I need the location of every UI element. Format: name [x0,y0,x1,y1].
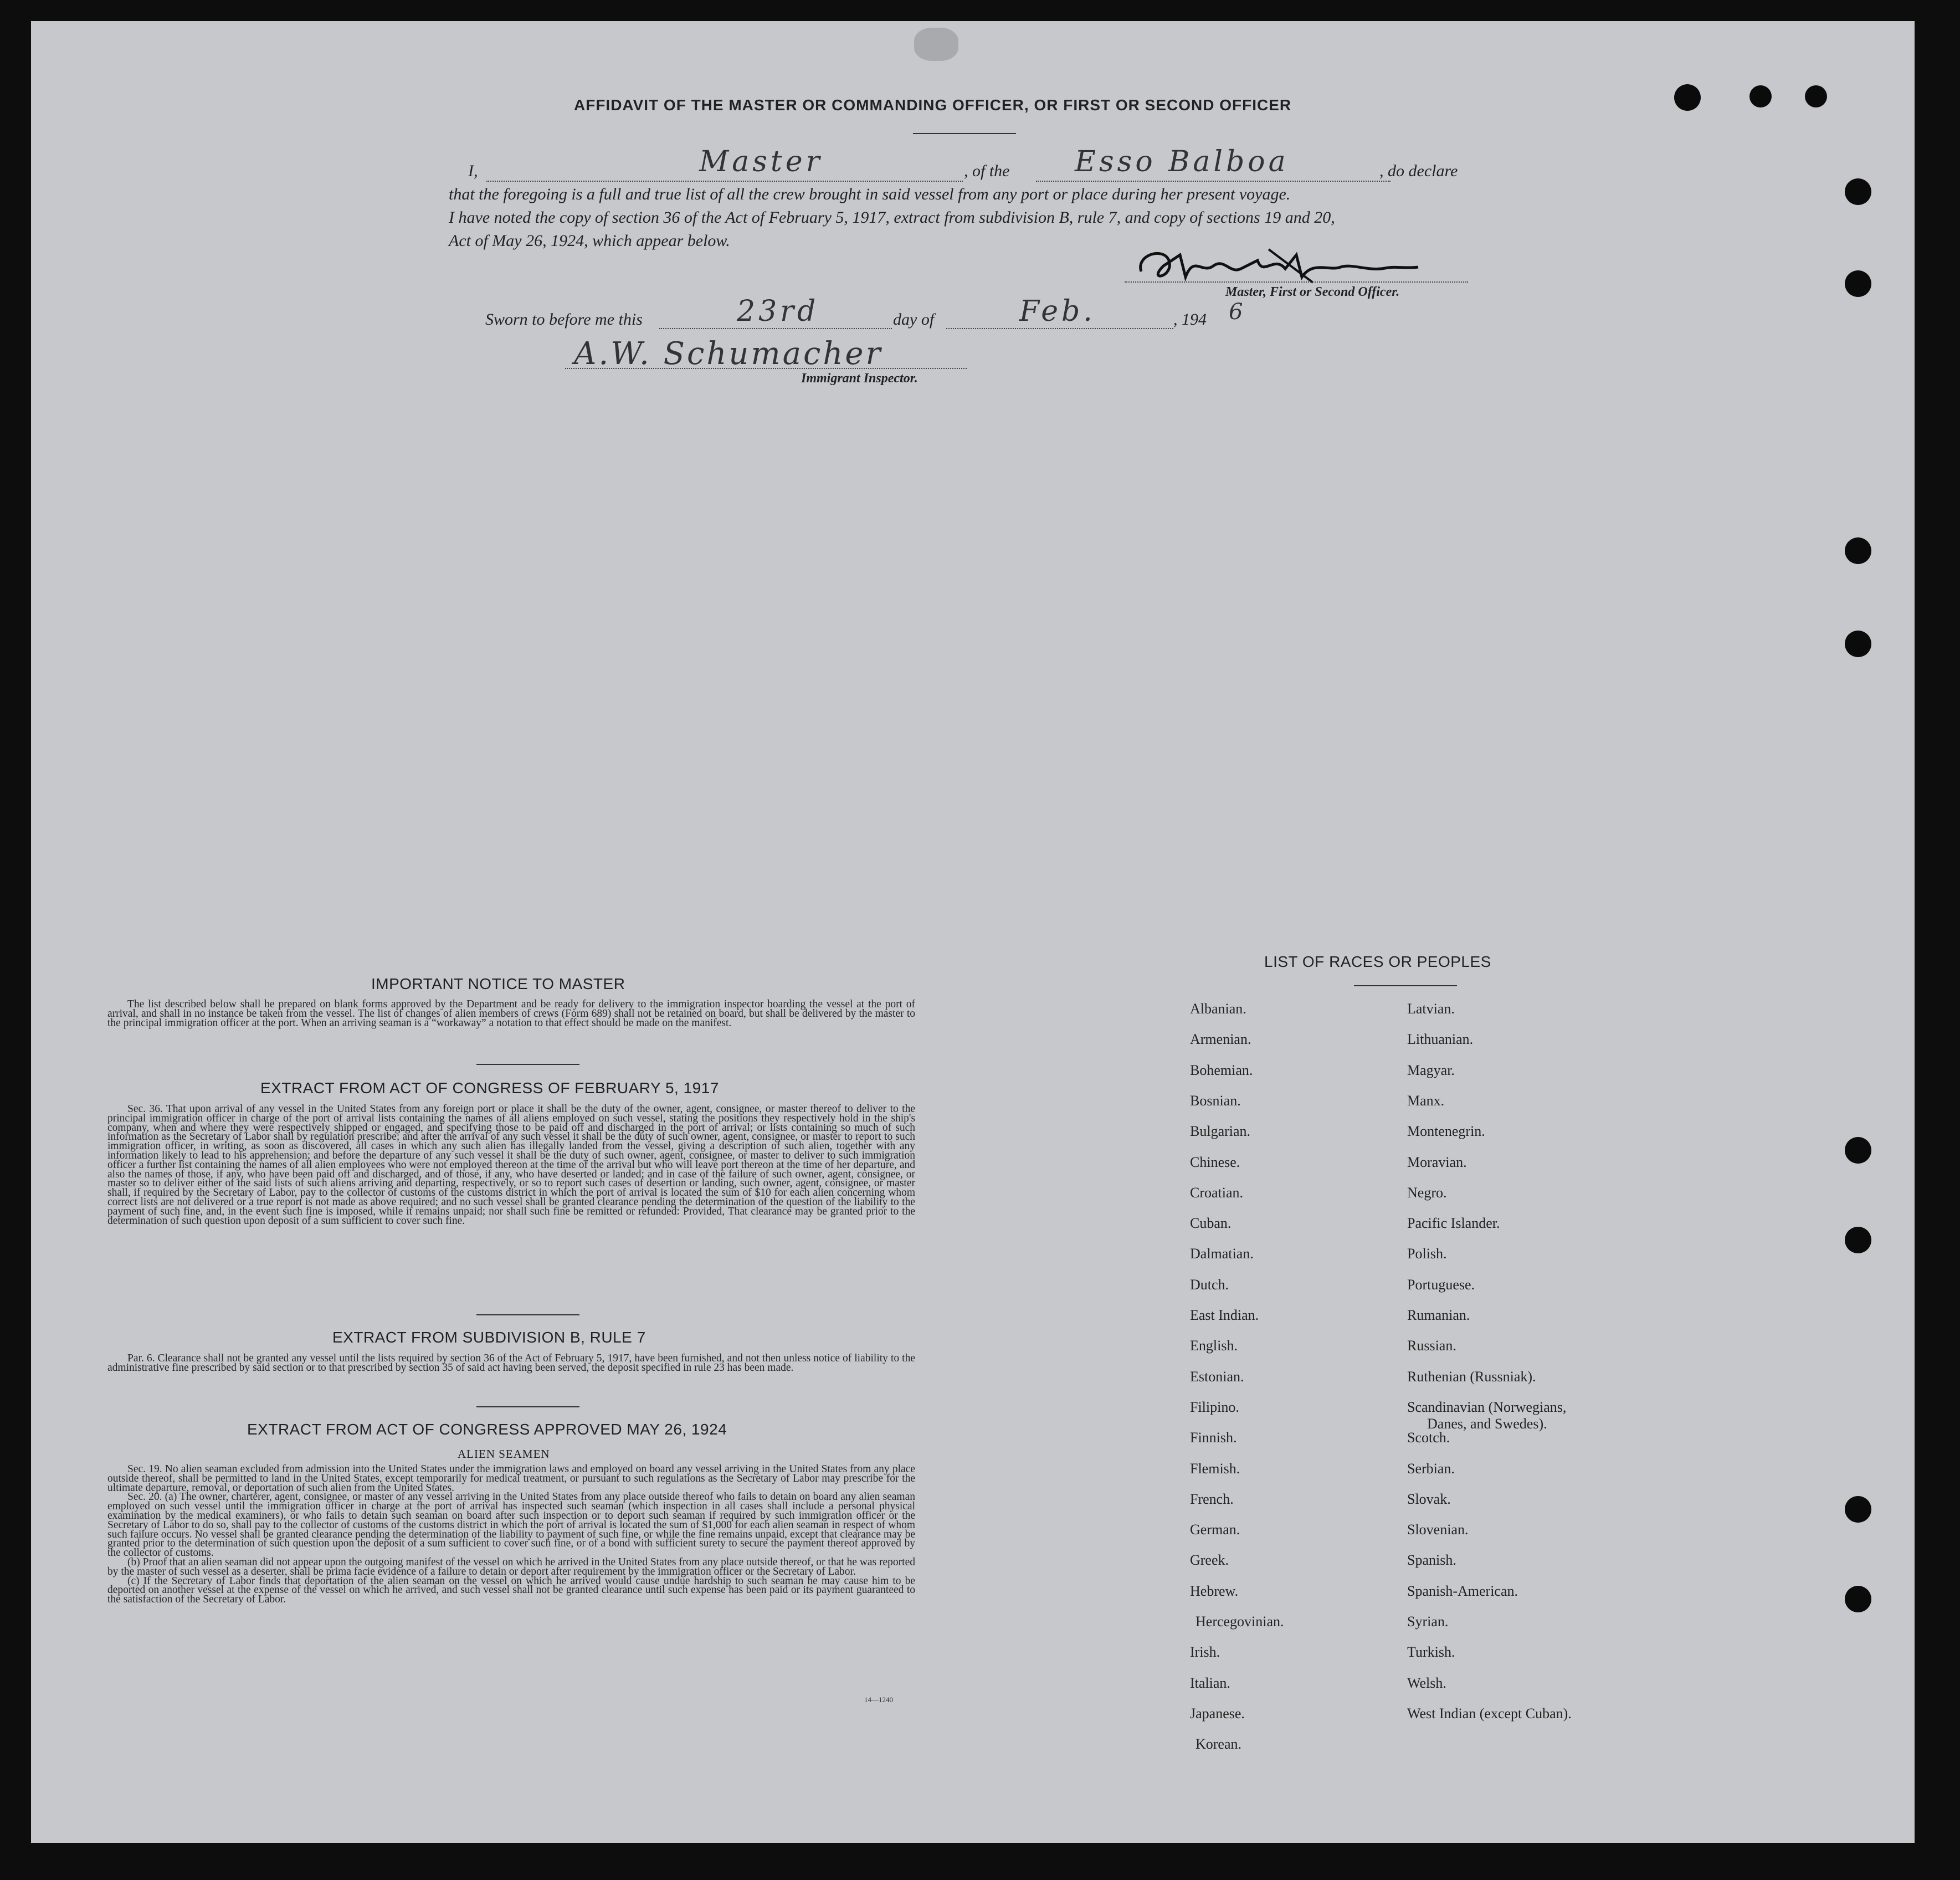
punch-hole [1845,1496,1871,1523]
race-item: Montenegrin. [1407,1123,1485,1140]
race-item: Rumanian. [1407,1307,1470,1323]
vessel-field-line [1036,181,1391,182]
punch-hole [1805,85,1827,107]
alien-seamen-subtitle: ALIEN SEAMEN [458,1447,550,1461]
extract-1924-text [107,1465,915,1605]
race-item: Magyar. [1407,1062,1455,1078]
affidavit-title: AFFIDAVIT OF THE MASTER OR COMMANDING OFFICER, OR FIRST OR SECOND OFFICER [574,96,1292,114]
handwritten-day: 23rd [737,295,819,328]
race-item: Ruthenian (Russniak). [1407,1368,1536,1385]
signature-caption: Master, First or Second Officer. [1225,285,1400,299]
paper-stain [914,28,958,61]
race-item: Estonian. [1190,1368,1244,1385]
race-item: Finnish. [1190,1430,1237,1446]
race-item: Latvian. [1407,1001,1455,1017]
declaration-suffix: , do declare [1379,162,1458,180]
inspector-caption: Immigrant Inspector. [801,371,918,386]
races-title: LIST OF RACES OR PEOPLES [1264,953,1491,970]
race-item: English. [1190,1338,1238,1354]
section-19-paragraph: Sec. 19. No alien seaman excluded from admission into the United States under the immigration laws and employed on board any vessel arriving in the United States from any place outside thereof, shall be permitted to land in the United States, except temporarily for medical treatment, or pursuant to such regulations as the Secretary of Labor may prescribe for the ultimate departure, removal, or deportation of such alien from the United States. [107,1463,915,1494]
race-item: West Indian (except Cuban). [1407,1705,1572,1722]
notice-paragraph: The list described below shall be prepared on blank forms approved by the Department and be ready for delivery to the immigration inspector boarding the vessel at the port of arrival, and shall in no instance be taken from the vessel. The list of changes of alien members of crews (Form 689) shall not be retained on board, but shall be delivered by the master to the principal immigration officer at the port. When an arriving seaman is a “workaway” a notation to that effect should be made on the manifest. [107,998,915,1029]
race-item: Pacific Islander. [1407,1215,1500,1232]
form-number: 14—1240 [864,1695,893,1704]
punch-hole [1845,537,1871,564]
race-item: Welsh. [1407,1674,1446,1691]
race-item: German. [1190,1522,1240,1538]
punch-hole [1674,84,1701,111]
race-item: Japanese. [1190,1705,1245,1722]
day-field-line [659,328,892,329]
race-item: Croatian. [1190,1184,1244,1201]
race-item: Spanish-American. [1407,1582,1518,1599]
race-item: Danes, and Swedes). [1427,1415,1547,1432]
race-item: Bulgarian. [1190,1123,1251,1140]
race-item: Scandinavian (Norwegians, [1407,1399,1567,1415]
extract-1917-text [107,1105,915,1226]
section-20a-paragraph: Sec. 20. (a) The owner, charterer, agent, consignee, or master of any vessel arriving in the United States from any place outside thereof who fails to detain on board any alien seaman employed on such vessel until the immigration officer in charge at the port of arrival has inspected such seaman (which inspection in all cases shall include a personal physical examination by the medical examiners), or who fails to detain such seaman on board after such inspection or to deport such seaman if required by such immigration officer or the Secretary of Labor to do so, shall pay to the collector of customs of the customs district in which the port of arrival is located the sum of $1,000 for each alien seaman in respect of whom such failure occurs. No vessel shall be granted clearance pending the determination of the liability to payment of such fine, or while the fine remains unpaid, except that clearance may be granted prior to the determination of such question upon the deposit of a sum sufficient to cover such fine, or of a bond with sufficient surety to secure the payment thereof approved by the collector of customs. [107,1491,915,1559]
title-rule [913,133,1016,134]
race-item: Slovenian. [1407,1522,1469,1538]
declaration-prefix: I, [468,162,478,180]
races-title-rule [1354,985,1457,986]
race-item: French. [1190,1490,1234,1507]
race-item: Greek. [1190,1552,1229,1569]
race-item: Manx. [1407,1092,1445,1109]
inspector-field-line [565,368,967,369]
race-item: Negro. [1407,1184,1447,1201]
handwritten-rank: Master [699,145,823,178]
section-20b-paragraph: (b) Proof that an alien seaman did not appear upon the outgoing manifest of the vessel on which he arrived in the United States from any place outside thereof, or that he was reported by the master of such vessel as a deserter, shall be prima facie evidence of a failure to detain or deport after requirement by the immigration officer or the Secretary of Labor. [107,1556,915,1577]
sworn-prefix: Sworn to before me this [485,310,643,329]
notice-title: IMPORTANT NOTICE TO MASTER [371,975,625,992]
race-item: Irish. [1190,1644,1220,1661]
inspector-signature: A.W. Schumacher [574,336,883,372]
declaration-line-3: I have noted the copy of section 36 of the Act of February 5, 1917, extract from subdivision B, rule 7, and copy of sections 19 and 20, [449,208,1335,227]
section-divider [476,1314,579,1315]
race-item: Bohemian. [1190,1062,1253,1078]
sworn-mid: day of [893,310,935,329]
section-36-paragraph: Sec. 36. That upon arrival of any vessel in the United States from any foreign port or place it shall be the duty of the owner, agent, consignee, or master thereof to deliver to the principal immigration officer in charge of the port of arrival lists containing the names of all aliens employed on such vessel, stating the positions they respectively hold in the ship's company, when and where they were respectively shipped or engaged, and specifying those to be paid off and discharged in the port of arrival; or lists containing so much of such information as the Secretary of Labor shall by regulation prescribe; and after the arrival of any such vessel it shall be the duty of such owner, agent, consignee, or master to report to such immigration officer, in writing, as soon as discovered, all cases in which any such alien has illegally landed from the vessel, giving a description of such alien, together with any information likely to lead to his apprehension; and before the departure of any such vessel it shall be the duty of such owner, agent, consignee, or master to deliver to such immigration officer a further list containing the names of all alien employees who were not employed thereon at the time of the arrival but who will leave port thereon at the time of her departure, and also the names of those, if any, who have been paid off and discharged, and of those, if any, who have deserted or landed; and in case of the failure of such owner, agent, consignee, or master so to deliver either of the said lists of such aliens arriving and departing, respectively, or so to report such cases of desertion or landing, such owner, agent, consignee, or master shall, if required by the Secretary of Labor, pay to the collector of customs of the customs district in which the port of arrival is located the sum of $10 for each alien concerning whom correct lists are not delivered or a true report is not made as above required; and no such vessel shall be granted clearance pending the determination of the question of the liability to the payment of such fine, and, in the event such fine is imposed, while it remains unpaid; nor shall such fine be remitted or refunded: Provided, That clearance may be granted prior to the determination of such question upon deposit of a sum sufficient to cover such fine. [107,1103,915,1227]
punch-hole [1845,631,1871,657]
handwritten-month: Feb. [1019,295,1096,328]
punch-hole [1845,1586,1871,1612]
race-item: Russian. [1407,1338,1456,1354]
section-divider [476,1406,579,1407]
section-20c-paragraph: (c) If the Secretary of Labor finds that deportation of the alien seaman on the vessel on which he arrived would cause undue hardship to such seaman he may cause him to be deported on another vessel at the expense of the vessel on which he arrived, and such vessel shall not be granted clearance until such expense has been paid or its payment guaranteed to the satisfaction of the Secretary of Labor. [107,1575,915,1606]
rank-field-line [486,181,963,182]
extract-rule7-title: EXTRACT FROM SUBDIVISION B, RULE 7 [332,1329,646,1346]
race-item: Hebrew. [1190,1582,1239,1599]
race-item: Italian. [1190,1674,1230,1691]
punch-hole [1845,1227,1871,1253]
race-item: Syrian. [1407,1613,1449,1630]
race-item: Turkish. [1407,1644,1455,1661]
race-item: Scotch. [1407,1430,1450,1446]
declaration-line-4: Act of May 26, 1924, which appear below. [449,232,730,250]
handwritten-year-digit: 6 [1229,299,1246,325]
race-item: Hercegovinian. [1196,1613,1284,1630]
race-item: Dutch. [1190,1276,1229,1293]
paragraph-6: Par. 6. Clearance shall not be granted any vessel until the lists required by section 36 of the Act of February 5, 1917, have been furnished, and not then unless notice of liability to the administrative fine prescribed by said section or to that prescribed by section 35 of said act having been served, the deposit specified in rule 23 has been made. [107,1353,915,1374]
punch-hole [1845,1137,1871,1164]
race-item: Filipino. [1190,1399,1239,1415]
race-item: Slovak. [1407,1490,1451,1507]
race-item: Cuban. [1190,1215,1232,1232]
race-item: Polish. [1407,1246,1447,1262]
section-divider [476,1064,579,1065]
notice-text [107,1000,915,1028]
sworn-year-prefix: , 194 [1173,310,1207,329]
race-item: Moravian. [1407,1154,1467,1170]
race-item: Armenian. [1190,1031,1251,1048]
race-item: Albanian. [1190,1001,1246,1017]
punch-hole [1845,270,1871,297]
signature-field-line [1125,281,1468,283]
extract-1917-title: EXTRACT FROM ACT OF CONGRESS OF FEBRUARY 5, 1917 [260,1079,719,1097]
race-item: Chinese. [1190,1154,1240,1170]
race-item: Serbian. [1407,1460,1455,1477]
race-item: Lithuanian. [1407,1031,1474,1048]
month-field-line [946,328,1173,329]
extract-rule7-text [107,1354,915,1373]
race-item: Portuguese. [1407,1276,1475,1293]
race-item: East Indian. [1190,1307,1259,1323]
extract-1924-title: EXTRACT FROM ACT OF CONGRESS APPROVED MAY 26, 1924 [247,1421,727,1438]
punch-hole [1749,85,1772,107]
race-item: Korean. [1196,1736,1242,1753]
declaration-mid: , of the [964,162,1010,180]
race-item: Bosnian. [1190,1092,1241,1109]
race-item: Flemish. [1190,1460,1240,1477]
race-item: Dalmatian. [1190,1246,1254,1262]
handwritten-vessel-name: Esso Balboa [1075,145,1289,178]
declaration-line-2: that the foregoing is a full and true list of all the crew brought in said vessel from any port or place during her present voyage. [449,185,1291,203]
punch-hole [1845,178,1871,205]
race-item: Spanish. [1407,1552,1456,1569]
